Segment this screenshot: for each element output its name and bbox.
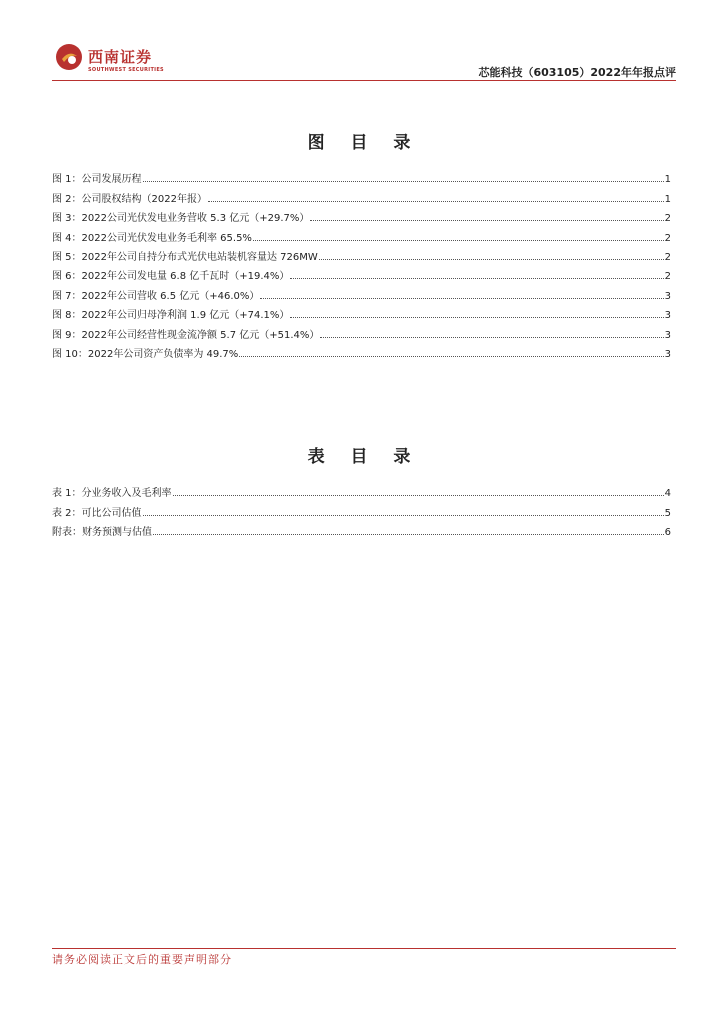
footer-divider bbox=[52, 948, 676, 949]
toc-entry-label: 图 6：2022年公司发电量 6.8 亿千瓦时（+19.4%） bbox=[52, 271, 290, 283]
toc-entry-page: 4 bbox=[664, 488, 671, 500]
logo-chinese-text: 西南证券 bbox=[88, 48, 153, 66]
leader-dots bbox=[310, 219, 663, 221]
toc-entry-page: 3 bbox=[664, 290, 671, 302]
figure-index-list bbox=[52, 166, 671, 360]
leader-dots bbox=[260, 297, 663, 299]
leader-dots bbox=[320, 336, 663, 338]
toc-entry-label: 附表：财务预测与估值 bbox=[52, 527, 152, 539]
toc-entry-label: 图 2：公司股权结构（2022年报） bbox=[52, 193, 207, 205]
toc-entry[interactable] bbox=[52, 519, 671, 538]
toc-entry-label: 图 7：2022年公司营收 6.5 亿元（+46.0%） bbox=[52, 290, 260, 302]
leader-dots bbox=[173, 494, 664, 496]
logo-english-text: SOUTHWEST SECURITIES bbox=[88, 67, 164, 73]
toc-entry[interactable] bbox=[52, 302, 671, 321]
leader-dots bbox=[208, 200, 664, 202]
disclaimer-notice: 请务必阅读正文后的重要声明部分 bbox=[52, 953, 232, 966]
toc-entry-page: 2 bbox=[664, 213, 671, 225]
toc-entry-page: 2 bbox=[664, 271, 671, 283]
toc-entry-label: 图 4：2022公司光伏发电业务毛利率 65.5% bbox=[52, 232, 252, 244]
toc-entry[interactable] bbox=[52, 185, 671, 204]
toc-entry-label: 图 1：公司发展历程 bbox=[52, 174, 142, 186]
toc-entry[interactable] bbox=[52, 341, 671, 360]
leader-dots bbox=[153, 533, 664, 535]
leader-dots bbox=[143, 180, 664, 182]
table-index-title: 表 目 录 bbox=[307, 447, 421, 467]
toc-entry-page: 1 bbox=[664, 174, 671, 186]
page-header bbox=[52, 38, 676, 82]
leader-dots bbox=[290, 316, 663, 318]
figure-index-title: 图 目 录 bbox=[307, 133, 421, 153]
leader-dots bbox=[143, 514, 664, 516]
toc-entry-label: 图 8：2022年公司归母净利润 1.9 亿元（+74.1%） bbox=[52, 310, 290, 322]
report-title: 芯能科技（603105）2022年年报点评 bbox=[478, 66, 676, 79]
toc-entry-page: 3 bbox=[664, 348, 671, 360]
toc-entry[interactable] bbox=[52, 321, 671, 340]
toc-entry[interactable] bbox=[52, 205, 671, 224]
toc-entry-label: 图 5：2022年公司自持分布式光伏电站装机容量达 726MW bbox=[52, 251, 318, 263]
company-logo bbox=[52, 40, 172, 78]
toc-entry-label: 表 1：分业务收入及毛利率 bbox=[52, 488, 172, 500]
toc-entry-label: 图 3：2022公司光伏发电业务营收 5.3 亿元（+29.7%） bbox=[52, 213, 310, 225]
table-index-list bbox=[52, 480, 671, 538]
toc-entry-page: 5 bbox=[664, 507, 671, 519]
toc-entry-page: 3 bbox=[664, 310, 671, 322]
leader-dots bbox=[253, 239, 664, 241]
toc-entry[interactable] bbox=[52, 480, 671, 499]
toc-entry[interactable] bbox=[52, 166, 671, 185]
toc-entry-page: 3 bbox=[664, 329, 671, 341]
toc-entry[interactable] bbox=[52, 282, 671, 301]
toc-entry-label: 图 10：2022年公司资产负债率为 49.7% bbox=[52, 348, 239, 360]
header-divider bbox=[52, 80, 676, 81]
toc-entry[interactable] bbox=[52, 244, 671, 263]
toc-entry[interactable] bbox=[52, 263, 671, 282]
leader-dots bbox=[319, 258, 664, 260]
toc-entry[interactable] bbox=[52, 499, 671, 518]
toc-entry-page: 2 bbox=[664, 251, 671, 263]
toc-entry-page: 2 bbox=[664, 232, 671, 244]
toc-entry-label: 表 2：可比公司估值 bbox=[52, 507, 142, 519]
toc-entry-page: 1 bbox=[664, 193, 671, 205]
toc-entry-label: 图 9：2022年公司经营性现金流净额 5.7 亿元（+51.4%） bbox=[52, 329, 320, 341]
leader-dots bbox=[290, 277, 663, 279]
logo-emblem-icon bbox=[55, 43, 83, 71]
toc-entry[interactable] bbox=[52, 224, 671, 243]
leader-dots bbox=[239, 355, 663, 357]
toc-entry-page: 6 bbox=[664, 527, 671, 539]
